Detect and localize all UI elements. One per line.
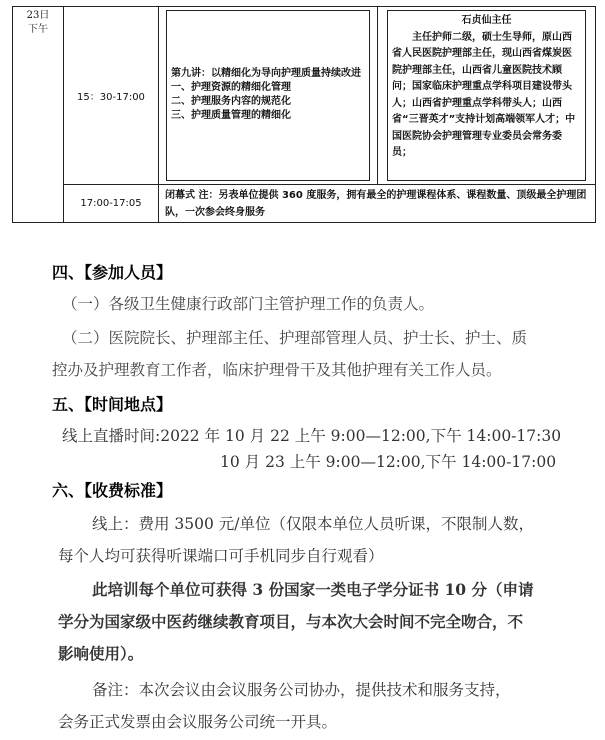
paragraph: 控办及护理教育工作者，临床护理骨干及其他护理有关工作人员。 (52, 361, 502, 379)
schedule-table (12, 6, 596, 223)
lecture-point: 一、护理资源的精细化管理 (171, 82, 291, 93)
paragraph: （二）医院院长、护理部主任、护理部管理人员、护士长、护士、质 (62, 329, 528, 347)
teacher-box (387, 10, 586, 181)
paragraph: 备注：本次会议由会议服务公司协办，提供技术和服务支持， (92, 681, 511, 699)
paragraph: 每个人均可获得听课端口可手机同步自行观看） (58, 547, 384, 565)
schedule-row (13, 185, 596, 223)
paragraph-bold: 此培训每个单位可获得 3 份国家一类电子学分证书 10 分（申请 (92, 580, 534, 599)
teacher-cell (378, 7, 596, 185)
day-cell (13, 7, 64, 223)
paragraph: 线上：费用 3500 元/单位（仅限本单位人员听课，不限制人数， (92, 515, 535, 533)
time-cell: 17:00-17:05 (64, 185, 159, 223)
schedule-row (13, 7, 596, 185)
paragraph: 会务正式发票由会议服务公司统一开具。 (58, 713, 338, 731)
lecture-point: 二、护理服务内容的规范化 (171, 96, 291, 107)
lecture-box (166, 10, 370, 181)
paragraph-bold: 学分为国家级中医药继续教育项目，与本次大会时间不完全吻合，不 (58, 612, 524, 631)
period-label: 下午 (28, 24, 48, 35)
lecture-point: 三、护理质量管理的精细化 (171, 110, 291, 121)
paragraph: （一）各级卫生健康行政部门主管护理工作的负责人。 (62, 295, 435, 313)
closing-cell: 闭幕式 注：另表单位提供 360 度服务，拥有最全的护理课程体系、课程数量、顶级最全护理团队，一次参会终身服务 (159, 185, 596, 223)
lecture-title: 第九讲：以精细化为导向护理质量持续改进 (171, 68, 361, 79)
lecture-cell (159, 7, 378, 185)
day-label: 23日 (26, 10, 50, 21)
time-cell: 15：30-17:00 (64, 7, 159, 185)
teacher-bio: 主任护师二级，硕士生导师，原山西省人民医院护理部主任，现山西省煤炭医院护理部主任，山西省儿童医院技术顾问；国家临床护理重点学科项目建设带头人；山西省护理重点学科带头人；山西省“三晋英才”支持计划高端领军人才；中国医院协会护理管理专业委员会常务委员； (392, 31, 576, 158)
paragraph: 线上直播时间:2022 年 10 月 22 上午 9:00—12:00,下午 14:00-17:30 (62, 427, 562, 445)
paragraph: 10 月 23 上午 9:00—12:00,下午 14:00-17:00 (220, 453, 557, 471)
section-heading: 六、【收费标准】 (52, 481, 173, 500)
paragraph-bold: 影响使用）。 (58, 644, 144, 663)
section-heading: 五、【时间地点】 (52, 395, 173, 414)
teacher-name: 石贞仙主任 (461, 15, 512, 26)
section-heading: 四、【参加人员】 (52, 263, 173, 282)
